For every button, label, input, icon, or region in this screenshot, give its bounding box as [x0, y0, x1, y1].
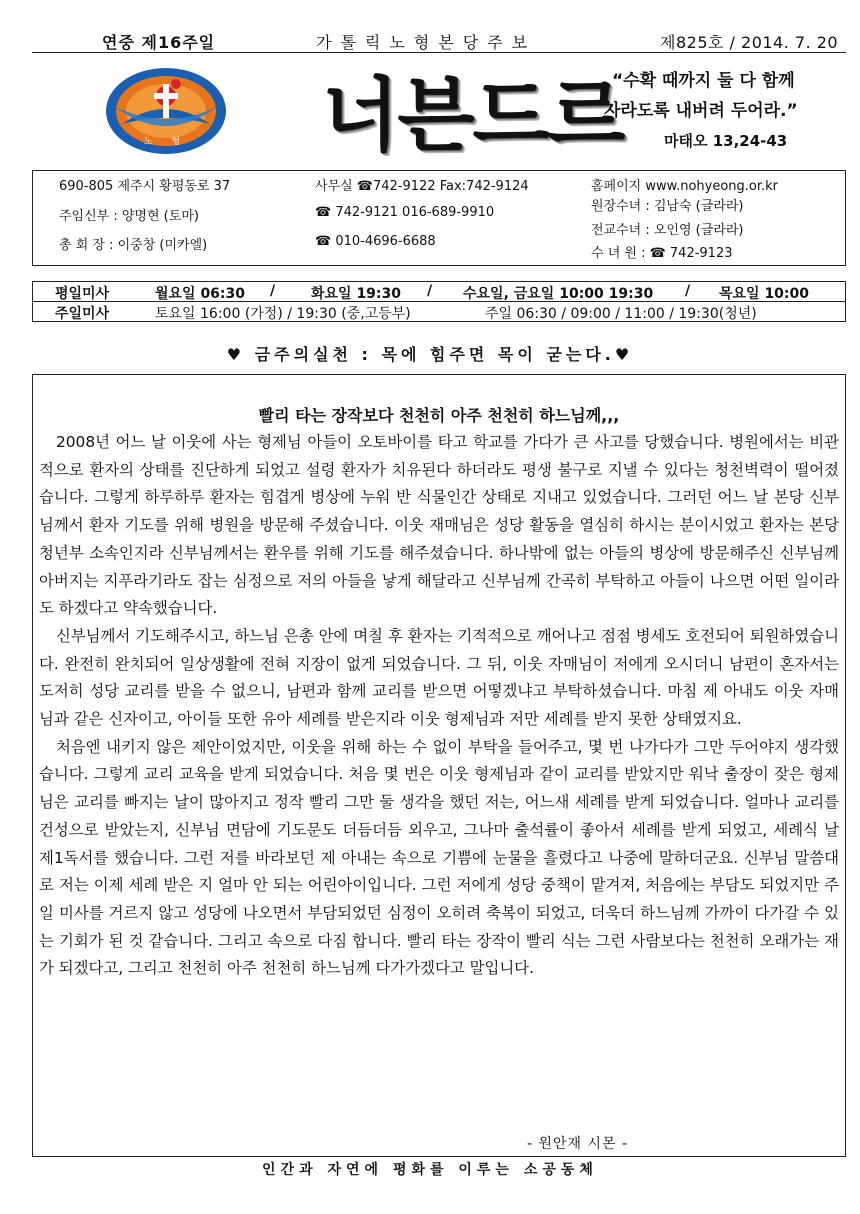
sep: /: [685, 283, 691, 299]
homepage[interactable]: 홈페이지 www.nohyeong.or.kr: [591, 179, 779, 194]
article-paragraph-1: 2008년 어느 날 이웃에 사는 형제님 아들이 오토바이를 타고 학교를 가다가 큰 사고를 당했습니다. 병원에서는 비관적으로 환자의 상태를 진단하게 되었고 설령 환자가 치유된다 하더라도 평생 불구로 지낼 수 있다는 청천벽력이 떨어졌습니다. 그렇게 하루하루 환자는 힘겹게 병상에 누워 반 식물인간 상태로 지내고 있었습니다. 그러던 어느 날 본당 신부님께서 환자 기도를 위해 병원을 방문해 주셨습니다. 이웃 재매님은 성당 활동을 열심히 하시는 분이시었고 환자는 본당 청년부 소속인지라 신부님께서는 환우를 위해 기도를 해주셨습니다. 하나밖에 없는 아들의 병상에 방문해주신 신부님께 아버지는 지푸라기라도 잡는 심정으로 저의 아들을 낳게 해달라고 신부님께 간곡히 부탁하고 아들이 나으면 어떤 일이라도 하겠다고 약속했습니다.: [39, 433, 839, 618]
sunday-mass-sat: 토요일 16:00 (가정) / 19:30 (중,고등부): [155, 306, 411, 322]
quote-line-1: “수확 때까지 둘 다 함께: [612, 71, 795, 91]
parish-logo: [104, 66, 228, 156]
quote-line-2: 자라도록 내버려 두어라.”: [604, 101, 798, 121]
footer-slogan: 인간과 자연에 평화를 이루는 소공동체: [262, 1162, 598, 1178]
article-title: 빨리 타는 장작보다 천천히 아주 천천히 하느님께,,,: [258, 406, 620, 425]
masthead-title: 너븐드르: [322, 69, 624, 162]
paper-name: 가톨릭노형본당주보: [316, 33, 537, 52]
mass-schedule: [32, 281, 846, 322]
weekday-mass-thu: 목요일 10:00: [719, 286, 810, 302]
weekday-mass-wed-fri: 수요일, 금요일 10:00 19:30: [463, 286, 654, 302]
quote-source: 마태오 13,24-43: [664, 132, 788, 150]
council-president: 총 회 장 : 이중창 (미카엘): [59, 238, 208, 253]
weekday-mass-tue: 화요일 19:30: [311, 286, 402, 302]
mission-nun: 전교수녀 : 오인영 (글라라): [591, 223, 744, 238]
sunday-mass-sun: 주일 06:30 / 09:00 / 11:00 / 19:30(청년): [485, 306, 757, 322]
logo-text: 노 형: [143, 137, 189, 147]
week-label: 연중 제16주일: [102, 33, 216, 52]
office-phone: 사무실 ☎742-9122 Fax:742-9124: [315, 179, 529, 194]
article-signature: - 원안재 시몬 -: [527, 1136, 629, 1152]
head-nun: 원장수녀 : 김남숙 (글라라): [591, 199, 744, 214]
issue-label: 제825호 / 2014. 7. 20: [660, 33, 839, 52]
weekday-mass-label: 평일미사: [55, 286, 110, 302]
header-rule: [32, 52, 846, 53]
parish-info-box: [32, 170, 846, 266]
president-phone: ☎ 010-4696-6688: [315, 234, 436, 249]
sep: /: [270, 283, 276, 299]
address: 690-805 제주시 황평동로 37: [59, 179, 231, 194]
article-body: [39, 429, 839, 983]
weekly-practice: ♥ 금주의실천 : 목에 힘주면 목이 굳는다.♥: [226, 345, 634, 364]
article-paragraph-2: 신부님께서 기도해주시고, 하느님 은총 안에 며칠 후 환자는 기적적으로 깨어나고 점점 병세도 호전되어 퇴원하였습니다. 완전히 완치되어 일상생활에 전혀 지장이 없게 되었습니다. 그 뒤, 이웃 자매님이 저에게 오시더니 남편이 혼자서는 도저히 성당 교리를 받을 수 없으니, 남편과 함께 교리를 받으면 어떻겠냐고 부탁하셨습니다. 마침 제 아내도 이웃 자매님과 같은 신자이고, 아이들 또한 유아 세례를 받은지라 이웃 형제님과 저만 세례를 받지 못한 상태였지요.: [39, 626, 839, 729]
sunday-mass-row: [33, 302, 845, 321]
pastor-phone: ☎ 742-9121 016-689-9910: [315, 205, 495, 220]
sunday-mass-label: 주일미사: [55, 306, 110, 322]
convent-phone: 수 녀 원 : ☎ 742-9123: [591, 246, 733, 261]
sep: /: [427, 283, 433, 299]
pastor: 주임신부 : 양명현 (토마): [59, 209, 199, 224]
article-paragraph-3: 처음엔 내키지 않은 제안이었지만, 이웃을 위해 하는 수 없이 부탁을 들어주고, 몇 번 나가다가 그만 두어야지 생각했습니다. 그렇게 교리 교육을 받게 되었습니다. 처음 몇 번은 이웃 형제님과 같이 교리를 받았지만 워낙 출장이 잦은 형제님은 교리를 빠지는 날이 많아지고 정작 빨리 그만 둘 생각을 했던 저는, 어느새 세례를 받게 되었습니다. 얼마나 교리를 건성으로 받았는지, 신부님 면담에 기도문도 더듬더듬 외우고, 그나마 출석률이 좋아서 세례를 받게 되었고, 세례식 날 제1독서를 했습니다. 그런 저를 바라보던 제 아내는 속으로 기쁨에 눈물을 흘렸다고 나중에 말하더군요. 신부님 말씀대로 저는 이제 세례 받은 지 얼마 안 되는 어린아이입니다. 그런 저에게 성당 중책이 맡겨져, 처음에는 부담도 되었지만 주일 미사를 거르지 않고 성당에 나오면서 부담되었던 심정이 오히려 축복이 되었고, 더욱더 하느님께 가까이 다가갈 수 있는 기회가 된 것 같습니다. 그리고 속으로 다짐 합니다. 빨리 타는 장작이 빨리 식는 그런 사람보다는 천천히 오래가는 재가 되겠다고, 그리고 천천히 아주 천천히 하느님께 다가가겠다고 말입니다.: [39, 737, 839, 978]
weekday-mass-row: [33, 282, 845, 302]
article-box: [32, 374, 846, 1157]
weekday-mass-mon: 월요일 06:30: [155, 286, 246, 302]
